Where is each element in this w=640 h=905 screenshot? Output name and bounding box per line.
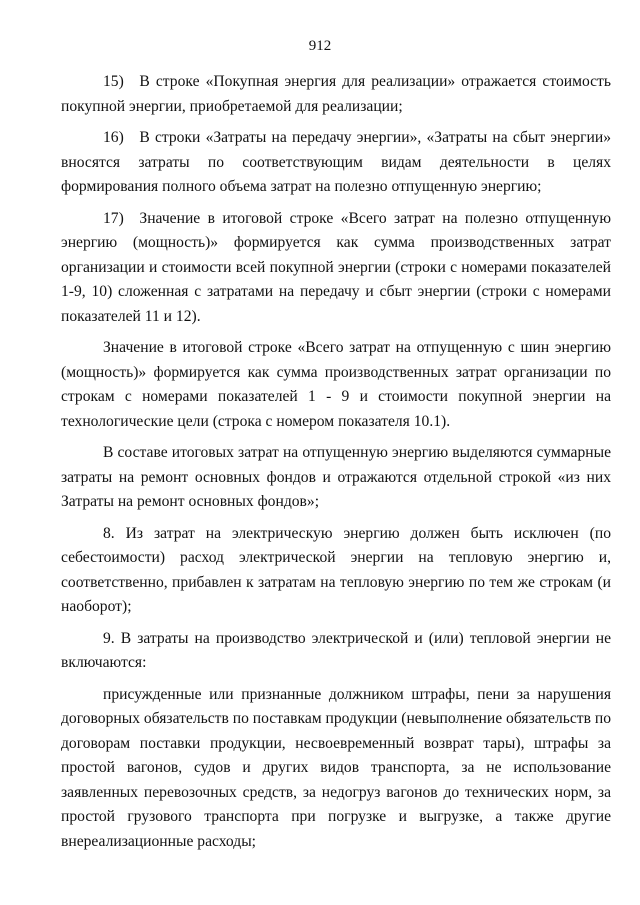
paragraph-17: 17) Значение в итоговой строке «Всего затрат на полезно отпущенную энергию (мощность)» формируется как сумма производственных затрат организации и стоимости всей покупной энергии (строки с номерами показателей 1-9, 10) сложенная с затратами на передачу и сбыт энергии (строки с номерами показателей 11 и 12). <box>61 209 611 325</box>
page-number: 912 <box>308 38 332 54</box>
document-body <box>61 70 611 861</box>
paragraph-repair-costs: В составе итоговых затрат на отпущенную энергию выделяются суммарные затраты на ремонт основных фондов и отражаются отдельной строкой «из них Затраты на ремонт основных фондов»; <box>61 444 611 510</box>
paragraph-fines: присужденные или признанные должником штрафы, пени за нарушения договорных обязательств по поставкам продукции (невыполнение обязательств по договорам поставки продукции, несвоевременный возврат тары), штрафы за простой вагонов, судов и других видов транспорта, за не использование заявленных перевозочных средств, за недогруз вагонов до технических норм, за простой грузового транспорта при погрузке и выгрузке, а также другие внереализационные расходы; <box>61 685 612 850</box>
paragraph-total-bus: Значение в итоговой строке «Всего затрат на отпущенную с шин энергию (мощность)» формируется как сумма производственных затрат организации по строкам с номерами показателей 1 - 9 и стоимости покупной энергии на технологические цели (строка с номером показателя 10.1). <box>61 339 611 430</box>
paragraph-8: 8. Из затрат на электрическую энергию должен быть исключен (по себестоимости) расход электрической энергии на тепловую энергию и, соответственно, прибавлен к затратам на тепловую энергию по тем же строкам (и наоборот); <box>61 524 611 615</box>
paragraph-9: 9. В затраты на производство электрической и (или) тепловой энергии не включаются: <box>61 629 611 671</box>
paragraph-16: 16) В строки «Затраты на передачу энергии», «Затраты на сбыт энергии» вносятся затраты по соответствующим видам деятельности в целях формирования полного объема затрат на полезно отпущенную энергию; <box>61 129 611 195</box>
paragraph-15: 15) В строке «Покупная энергия для реализации» отражается стоимость покупной энергии, приобретаемой для реализации; <box>61 73 611 115</box>
